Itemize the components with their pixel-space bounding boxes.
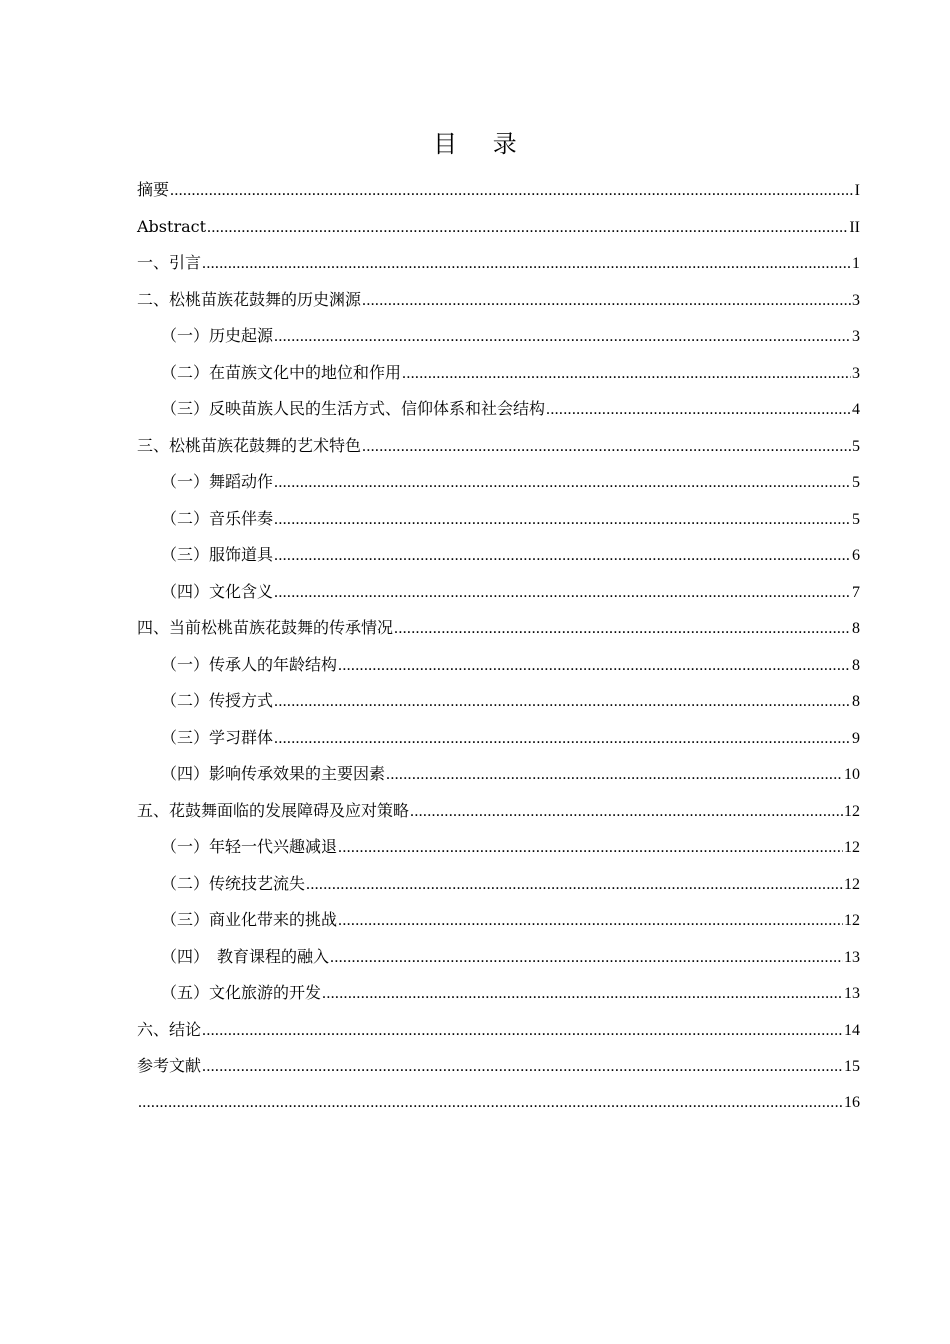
- toc-entry-label: 三、松桃苗族花鼓舞的艺术特色: [137, 435, 362, 455]
- toc-entry-page-number: 6: [852, 547, 860, 564]
- toc-entry-label: 一、引言: [137, 253, 202, 272]
- toc-leader-dots: [274, 575, 851, 612]
- toc-leader-dots: [207, 210, 848, 247]
- toc-entry[interactable]: [137, 1048, 860, 1085]
- toc-leader-dots: [338, 648, 851, 685]
- toc-entry-label: （三）反映苗族人民的生活方式、信仰体系和社会结构: [161, 399, 546, 418]
- toc-entry-page-number: 14: [844, 1021, 860, 1039]
- toc-entry-page-number: 13: [844, 948, 860, 966]
- toc-entry-page-number: 3: [852, 291, 860, 309]
- toc-entry[interactable]: [137, 172, 860, 209]
- toc-entry-page-number: 12: [844, 802, 860, 820]
- toc-leader-dots: [338, 903, 843, 940]
- toc-entry-label: 六、结论: [137, 1019, 202, 1039]
- toc-leader-dots: [402, 356, 851, 393]
- toc-entry-page-number: 13: [844, 985, 860, 1002]
- toc-entry-label: （三）学习群体: [161, 727, 274, 747]
- toc-entry-label: （二）传授方式: [161, 691, 274, 710]
- toc-entry-label: （五）文化旅游的开发: [161, 983, 322, 1002]
- toc-entry[interactable]: [137, 245, 860, 282]
- toc-entry-page-number: 5: [852, 510, 860, 528]
- toc-leader-dots: [274, 319, 851, 356]
- toc-leader-dots: [274, 465, 851, 502]
- toc-entry-page-number: 7: [852, 583, 860, 601]
- toc-entry-page-number: 10: [844, 766, 860, 783]
- toc-entry[interactable]: [137, 975, 860, 1012]
- toc-leader-dots: [306, 867, 843, 904]
- toc-entry-label: （四）文化含义: [161, 581, 274, 601]
- toc-entry-page-number: 5: [852, 437, 860, 455]
- toc-entry-page-number: 9: [852, 729, 860, 747]
- toc-entry[interactable]: [137, 720, 860, 757]
- toc-leader-dots: [138, 1085, 843, 1122]
- toc-entry-label: （三）服饰道具: [161, 545, 274, 564]
- toc-entry-label: 五、花鼓舞面临的发展障碍及应对策略: [137, 800, 410, 820]
- toc-leader-dots: [362, 429, 851, 466]
- toc-entry-page-number: 3: [852, 364, 860, 382]
- toc-entry[interactable]: [137, 501, 860, 538]
- toc-entry-label: （四）影响传承效果的主要因素: [161, 764, 386, 783]
- toc-entry[interactable]: [137, 464, 860, 501]
- toc-leader-dots: [170, 173, 854, 210]
- toc-leader-dots: [394, 611, 851, 648]
- toc-entry-page-number: 3: [852, 328, 860, 345]
- toc-leader-dots: [330, 940, 843, 977]
- toc-leader-dots: [410, 794, 843, 831]
- toc-entry[interactable]: [137, 391, 860, 428]
- toc-leader-dots: [322, 976, 843, 1013]
- toc-entry[interactable]: [137, 866, 860, 903]
- toc-leader-dots: [274, 684, 851, 721]
- toc-leader-dots: [274, 721, 851, 758]
- toc-entry-page-number: 12: [844, 912, 860, 929]
- toc-leader-dots: [274, 538, 851, 575]
- toc-entry[interactable]: [137, 902, 860, 939]
- toc-entry[interactable]: [137, 537, 860, 574]
- page-title: 目 录: [433, 130, 531, 158]
- toc-entry-page-number: 4: [852, 401, 860, 418]
- toc-leader-dots: [386, 757, 843, 794]
- toc-entry[interactable]: [137, 1012, 860, 1049]
- toc-entry[interactable]: [137, 318, 860, 355]
- toc-entry[interactable]: [137, 756, 860, 793]
- toc-entry-page-number: 15: [844, 1058, 860, 1075]
- toc-entry-page-number: 1: [852, 255, 860, 272]
- toc-entry[interactable]: [137, 1085, 860, 1122]
- toc-entry-label: （一）历史起源: [161, 326, 274, 345]
- toc-entry-page-number: 12: [844, 875, 860, 893]
- toc-entry[interactable]: [137, 610, 860, 647]
- toc-entry[interactable]: [137, 939, 860, 976]
- toc-entry-page-number: 12: [844, 839, 860, 856]
- toc-leader-dots: [202, 1049, 843, 1086]
- toc-entry-label: 二、松桃苗族花鼓舞的历史渊源: [137, 289, 362, 309]
- toc-leader-dots: [338, 830, 843, 867]
- toc-entry-label: 四、当前松桃苗族花鼓舞的传承情况: [137, 618, 394, 637]
- toc-entry[interactable]: [137, 428, 860, 465]
- toc-entry[interactable]: [137, 647, 860, 684]
- toc-entry[interactable]: [137, 829, 860, 866]
- toc-entry-page-number: 5: [852, 474, 860, 491]
- toc-entry-label: （一）传承人的年龄结构: [161, 654, 338, 674]
- toc-entry-page-number: II: [849, 218, 860, 236]
- toc-entry-page-number: 16: [844, 1093, 860, 1111]
- toc-leader-dots: [202, 1013, 843, 1050]
- toc-entry-label: （一）年轻一代兴趣减退: [161, 837, 338, 856]
- toc-entry[interactable]: [137, 355, 860, 392]
- toc-leader-dots: [274, 502, 851, 539]
- toc-entry-label: 摘要: [137, 180, 170, 199]
- table-of-contents: [137, 172, 860, 1121]
- toc-leader-dots: [362, 283, 851, 320]
- toc-entry-page-number: 8: [852, 656, 860, 674]
- toc-entry-page-number: I: [854, 182, 860, 199]
- toc-entry-label: 参考文献: [137, 1056, 202, 1075]
- toc-entry-label: （一）舞蹈动作: [161, 472, 274, 491]
- toc-entry-label: （四） 教育课程的融入: [161, 946, 330, 966]
- toc-leader-dots: [202, 246, 851, 283]
- toc-entry[interactable]: [137, 683, 860, 720]
- toc-entry-label: （二）在苗族文化中的地位和作用: [161, 362, 402, 382]
- toc-entry-page-number: 8: [852, 693, 860, 710]
- toc-entry-label: Abstract: [137, 216, 207, 236]
- toc-entry-label: （二）传统技艺流失: [161, 873, 306, 893]
- toc-leader-dots: [546, 392, 851, 429]
- toc-entry[interactable]: [137, 282, 860, 319]
- toc-entry[interactable]: [137, 209, 860, 246]
- toc-entry-label: （二）音乐伴奏: [161, 508, 274, 528]
- toc-entry-page-number: 8: [852, 620, 860, 637]
- toc-entry[interactable]: [137, 793, 860, 830]
- toc-entry[interactable]: [137, 574, 860, 611]
- toc-entry-label: （三）商业化带来的挑战: [161, 910, 338, 929]
